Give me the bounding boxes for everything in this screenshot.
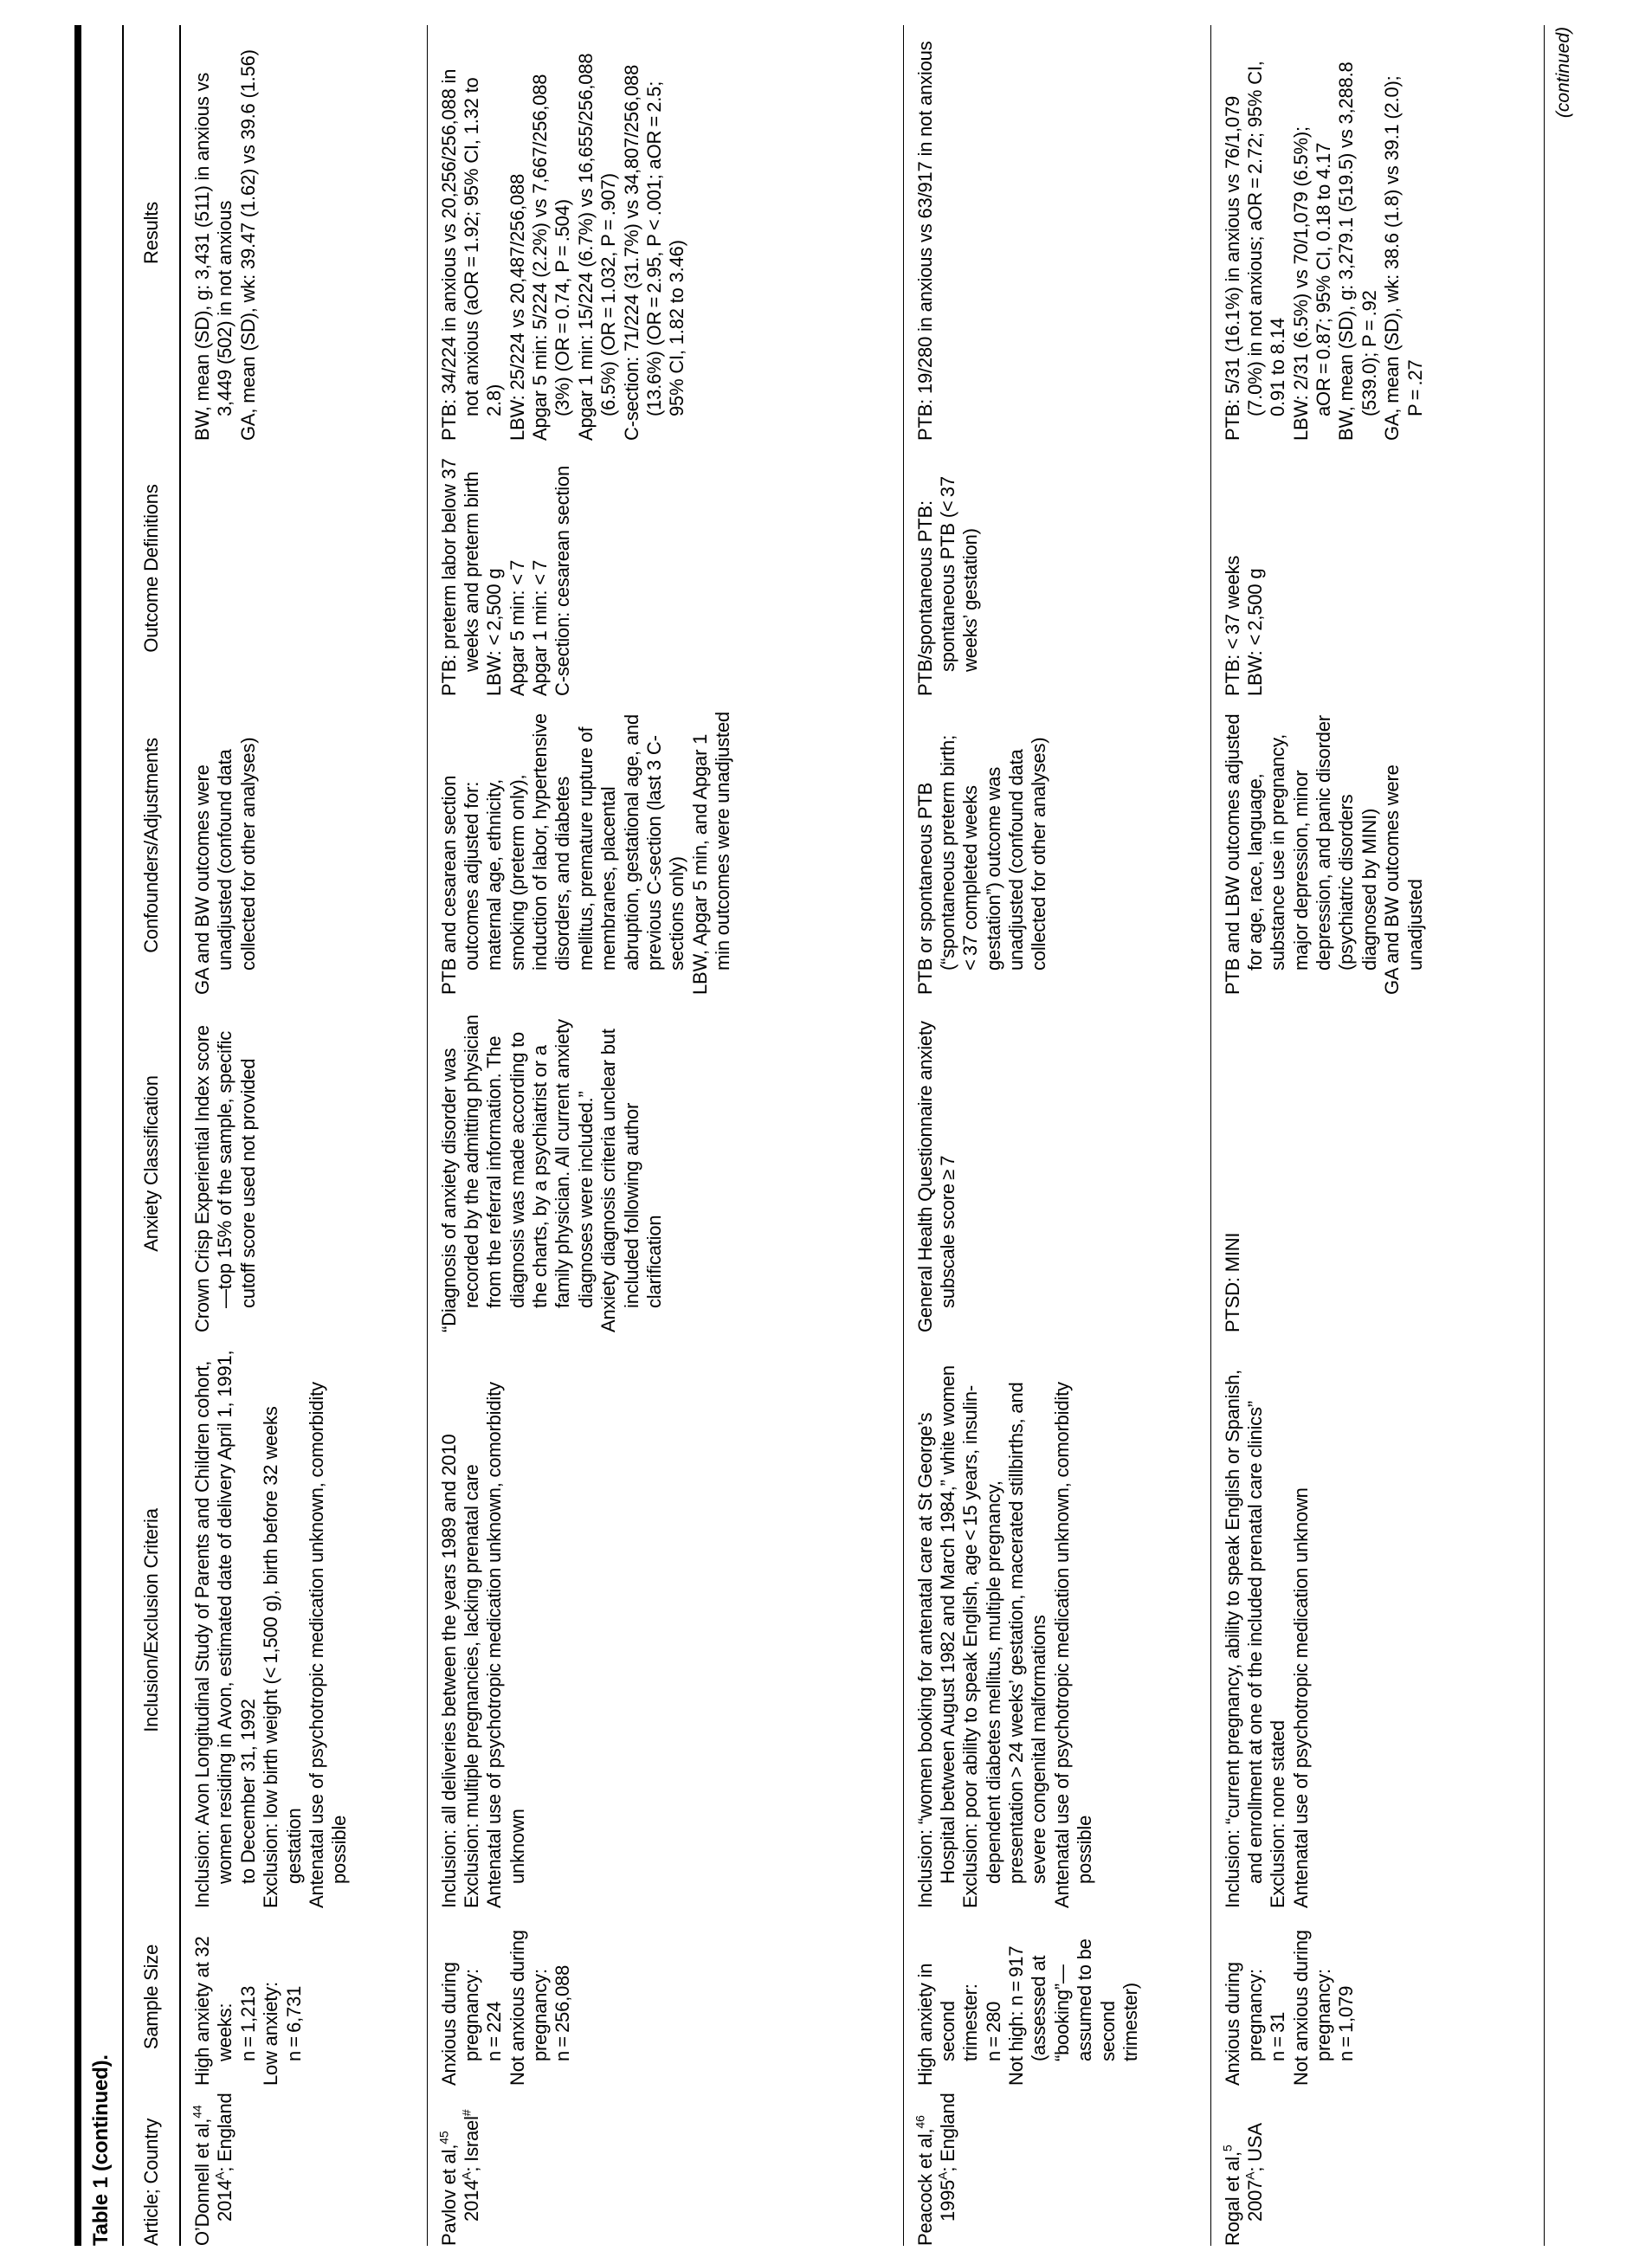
cell-line: Apgar 5 min: < 7 — [506, 559, 528, 696]
cell-anxiety-classification — [903, 995, 1210, 1332]
col-header-anxiety-classification: Anxiety Classification — [123, 995, 180, 1332]
cell-confounders-adjustments — [1210, 696, 1544, 995]
cell-confounders-adjustments — [427, 696, 903, 995]
cell-article-country — [427, 2086, 903, 2246]
col-header-outcome-definitions: Outcome Definitions — [123, 441, 180, 696]
cell-article-country — [903, 2086, 1210, 2246]
cell-confounders-adjustments — [903, 696, 1210, 995]
cell-anxiety-classification — [427, 995, 903, 1332]
cell-inclusion-exclusion — [427, 1332, 903, 1908]
cell-results — [180, 25, 427, 441]
col-header-results: Results — [123, 25, 180, 441]
cell-line: PTB/spontaneous PTB: spontaneous PTB (< 37 weeks’ gestation) — [913, 476, 982, 696]
cell-line: GA, mean (SD), wk: 39.47 (1.62) vs 39.6 (1.56) — [236, 49, 259, 441]
cell-line: Inclusion: “current pregnancy, ability to speak English or Spanish, and enrollment at one of the included prenatal care clinics” — [1221, 1369, 1266, 1908]
cell-line: PTB: 5/31 (16.1%) in anxious vs 76/1,079 (7.0%) in not anxious; aOR = 2.72; 95% CI, 0.91 to 8.14 — [1221, 61, 1289, 441]
article-citation: Pavlov et al,$^{45}$ $2014^A$; Israel# — [436, 2109, 482, 2246]
cell-line: Inclusion: all deliveries between the years 1989 and 2010 — [437, 1434, 460, 1908]
studies-table — [122, 25, 1545, 2246]
cell-inclusion-exclusion — [903, 1332, 1210, 1908]
cell-line: Not high: n = 917 (assessed at “booking”—assumed to be second trimester) — [1005, 1938, 1142, 2086]
cell-outcome-definitions — [903, 441, 1210, 696]
cell-results — [427, 25, 903, 441]
cell-line: Apgar 1 min: 15/224 (6.7%) vs 16,655/256,088 (6.5%) (OR = 1.032, P = .907) — [574, 53, 620, 441]
article-citation: Rogal et al,$^5$ $2007^A$; USA — [1220, 2123, 1266, 2246]
table-sheet — [0, 25, 1574, 2246]
table-row-peacock — [903, 25, 1210, 2246]
cell-line: Antenatal use of psychotropic medication unknown, comorbidity unknown — [483, 1382, 528, 1908]
cell-anxiety-classification — [1210, 995, 1544, 1332]
cell-sample-size — [1210, 1908, 1544, 2086]
cell-line: LBW: < 2,500 g — [1243, 568, 1266, 696]
cell-line: LBW: < 2,500 g — [483, 568, 506, 696]
cell-line: Antenatal use of psychotropic medication unknown, comorbidity possible — [305, 1382, 351, 1908]
cell-outcome-definitions — [427, 441, 903, 696]
cell-line: Apgar 1 min: < 7 — [529, 559, 552, 696]
cell-line: PTB: 19/280 in anxious vs 63/917 in not anxious — [913, 41, 936, 441]
cell-line: General Health Questionnaire anxiety subscale score ≥ 7 — [913, 1021, 958, 1332]
cell-outcome-definitions — [180, 441, 427, 696]
cell-results — [903, 25, 1210, 441]
cell-line: GA and BW outcomes were unadjusted — [1381, 764, 1426, 995]
table-row-pavlov — [427, 25, 903, 2246]
cell-sample-size — [427, 1908, 903, 2086]
cell-inclusion-exclusion — [180, 1332, 427, 1908]
cell-line: PTB and LBW outcomes adjusted for age, race, language, substance use in pregnancy, major depression, minor depression, and panic disorder (psychiatric disorders diagnosed by MINI) — [1221, 713, 1380, 995]
col-header-sample-size: Sample Size — [123, 1908, 180, 2086]
cell-line: Not anxious during pregnancy: n = 1,079 — [1289, 1930, 1358, 2086]
cell-anxiety-classification — [180, 995, 427, 1332]
cell-line: Exclusion: poor ability to speak English, age < 15 years, insulin-dependent diabetes mellitus, multiple pregnancy, presentation > 24 weeks’ gestation, macerated stillbirths, and severe congenital malformations — [959, 1382, 1050, 1908]
article-citation: Peacock et al,$^{46}$ $1995^A$; England — [913, 2093, 958, 2246]
cell-line: Apgar 5 min: 5/224 (2.2%) vs 7,667/256,088 (3%) (OR = 0.74, P = .504) — [529, 74, 574, 441]
col-header-confounders-adjustments: Confounders/Adjustments — [123, 696, 180, 995]
cell-results — [1210, 25, 1544, 441]
cell-line: Low anxiety: n = 6,731 — [260, 1982, 305, 2086]
cell-line: PTB and cesarean section outcomes adjusted for: maternal age, ethnicity, smoking (preterm only), induction of labor, hypertensive disorders, and diabetes mellitus, premature rupture of membranes, placental abruption, gestational age, and previous C-section (last 3 C-sections only) — [437, 713, 688, 995]
col-header-article-country: Article; Country — [123, 2086, 180, 2246]
cell-article-country — [1210, 2086, 1544, 2246]
cell-line: PTB: < 37 weeks — [1221, 555, 1243, 696]
cell-outcome-definitions — [1210, 441, 1544, 696]
article-citation: O’Donnell et al,$^{44}$ $2014^A$; England — [190, 2093, 236, 2246]
cell-line: “Diagnosis of anxiety disorder was recorded by the admitting physician from the referral information. The diagnosis was made according to the charts, by a psychiatrist or a family physician. All current anxiety diagnoses were included.” — [437, 1014, 597, 1332]
table-header-row — [123, 25, 180, 2246]
cell-line: PTSD: MINI — [1221, 1232, 1243, 1332]
cell-line: Exclusion: multiple pregnancies, lacking prenatal care — [460, 1464, 482, 1908]
table-top-rule — [74, 25, 81, 2246]
cell-line: Anxiety diagnosis criteria unclear but included following author clarification — [597, 1029, 666, 1332]
cell-line: LBW: 2/31 (6.5%) vs 70/1,079 (6.5%); aOR = 0.87; 95% CI, 0.18 to 4.17 — [1289, 126, 1335, 441]
cell-line: BW, mean (SD), g: 3,431 (511) in anxious vs 3,449 (502) in not anxious — [191, 72, 236, 441]
cell-inclusion-exclusion — [1210, 1332, 1544, 1908]
cell-line: C-section: 71/224 (31.7%) vs 34,807/256,088 (13.6%) (OR = 2.95, P < .001; aOR = 2.5; 95% CI, 1.82 to 3.46) — [620, 64, 688, 441]
continued-note: (continued) — [1552, 27, 1573, 119]
cell-line: Inclusion: “women booking for antenatal care at St George’s Hospital between August 1982 and March 1984,” white women — [913, 1365, 958, 1908]
cell-sample-size — [180, 1908, 427, 2086]
cell-line: GA, mean (SD), wk: 38.6 (1.8) vs 39.1 (2.0); P = .27 — [1381, 75, 1426, 441]
cell-line: Crown Crisp Experiential Index score—top 15% of the sample, specific cutoff score used not provided — [191, 1025, 259, 1332]
cell-line: C-section: cesarean section — [552, 465, 574, 696]
cell-line: Inclusion: Avon Longitudinal Study of Parents and Children cohort, women residing in Avon, estimated date of delivery April 1, 1991, to December 31, 1992 — [191, 1350, 259, 1908]
table-row-odonnell — [180, 25, 427, 2246]
cell-article-country — [180, 2086, 427, 2246]
cell-line: Anxious during pregnancy: n = 224 — [437, 1962, 506, 2086]
cell-line: GA and BW outcomes were unadjusted (confound data collected for other analyses) — [191, 737, 259, 995]
cell-line: Anxious during pregnancy: n = 31 — [1221, 1962, 1289, 2086]
cell-confounders-adjustments — [180, 696, 427, 995]
cell-line: Antenatal use of psychotropic medication unknown, comorbidity possible — [1050, 1382, 1096, 1908]
cell-line: BW, mean (SD), g: 3,279.1 (519.5) vs 3,288.8 (539.0); P = .92 — [1335, 61, 1380, 441]
col-header-inclusion-exclusion: Inclusion/Exclusion Criteria — [123, 1332, 180, 1908]
table-row-rogal — [1210, 25, 1544, 2246]
cell-line: PTB: preterm labor below 37 weeks and preterm birth — [437, 458, 482, 696]
cell-sample-size — [903, 1908, 1210, 2086]
cell-line: High anxiety at 32 weeks: n = 1,213 — [191, 1936, 259, 2086]
cell-line: LBW, Apgar 5 min, and Apgar 1 min outcomes were unadjusted — [688, 712, 734, 995]
cell-line: Exclusion: none stated — [1267, 1720, 1289, 1908]
table-title: Table 1 (continued). — [89, 2054, 113, 2246]
cell-line: LBW: 25/224 vs 20,487/256,088 — [506, 173, 528, 441]
cell-line: PTB: 34/224 in anxious vs 20,256/256,088 in not anxious (aOR = 1.92; 95% CI, 1.32 to 2.8) — [437, 68, 506, 441]
cell-line: Not anxious during pregnancy: n = 256,088 — [506, 1930, 574, 2086]
cell-line: High anxiety in second trimester: n = 280 — [913, 1963, 1004, 2086]
cell-line: Exclusion: low birth weight (< 1,500 g), birth before 32 weeks gestation — [260, 1406, 305, 1908]
cell-line: Antenatal use of psychotropic medication unknown — [1289, 1487, 1312, 1908]
cell-line: PTB or spontaneous PTB (“spontaneous preterm birth; < 37 completed weeks gestation”) outcome was unadjusted (confound data collected for other analyses) — [913, 735, 1050, 995]
